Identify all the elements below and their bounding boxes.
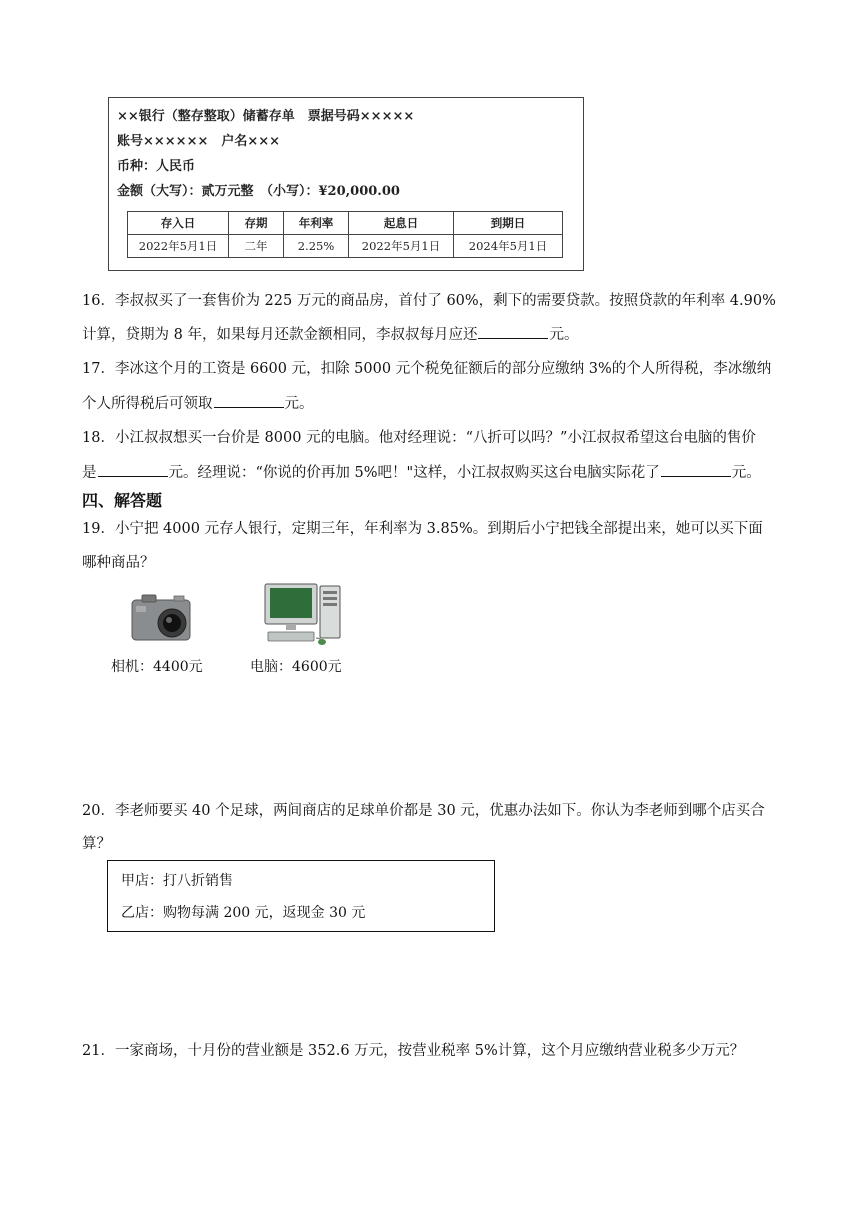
q16-line2 (82, 323, 578, 346)
slip-currency: 币种：人民币 (117, 159, 196, 174)
q20-line1: 20．李老师要买 40 个足球，两间商店的足球单价都是 30 元，优惠办法如下。你认为李老师到哪个店买合 (82, 803, 765, 819)
q21-line1: 21．一家商场，十月份的营业额是 352.6 万元，按营业税率 5%计算，这个月应缴纳营业税多少万元？ (82, 1043, 745, 1059)
slip-table (127, 211, 563, 258)
discount-box (107, 860, 495, 932)
q18-unit: 元。 (731, 465, 761, 481)
q17-text: 个人所得税后可领取 (82, 396, 213, 412)
slip-amount: 金额（大写）：贰万元整 （小写）：¥20,000.00 (117, 184, 400, 199)
computer-image (262, 582, 344, 646)
shop-b-offer: 乙店：购物每满 200 元，返现金 30 元 (121, 905, 366, 921)
q17-line1: 17．李冰这个月的工资是 6600 元，扣除 5000 元个税免征额后的部分应缴纳 3%的个人所得税，李冰缴纳 (82, 361, 772, 377)
camera-icon (128, 592, 194, 644)
deposit-slip (108, 97, 584, 271)
answer-blank[interactable] (661, 461, 731, 477)
slip-account: 账号×××××× 户名××× (117, 134, 281, 149)
q18-line2 (82, 461, 761, 484)
q19-line1: 19．小宁把 4000 元存人银行，定期三年，年利率为 3.85%。到期后小宁把钱全部提出来，她可以买下面 (82, 521, 763, 537)
computer-icon (262, 582, 344, 646)
q16-unit: 元。 (549, 327, 579, 343)
q16-text: 计算，贷期为 8 年，如果每月还款金额相同，李叔叔每月应还 (82, 327, 478, 343)
q17-line2 (82, 392, 314, 415)
slip-title: ××银行（整存整取）储蓄存单 票据号码××××× (117, 109, 415, 124)
q19-line2: 哪种商品？ (82, 555, 155, 571)
q20-line2: 算？ (82, 836, 111, 852)
slip-header-cell: 起息日 (349, 212, 454, 235)
slip-header-cell: 存期 (229, 212, 284, 235)
camera-image (128, 592, 194, 644)
q16-line1: 16．李叔叔买了一套售价为 225 万元的商品房，首付了 60%，剩下的需要贷款。按照贷款的年利率 4.90% (82, 293, 776, 309)
computer-label: 电脑：4600元 (250, 659, 342, 675)
q18-text2: 元。经理说：“你说的价再加 5%吧！"这样，小江叔叔购买这台电脑实际花了 (168, 465, 660, 481)
answer-blank[interactable] (478, 323, 548, 339)
section-heading: 四、解答题 (82, 491, 163, 510)
slip-cell: 2022年5月1日 (349, 235, 454, 258)
answer-blank[interactable] (214, 392, 284, 408)
slip-header-cell: 到期日 (454, 212, 563, 235)
q18-text: 是 (82, 465, 97, 481)
slip-header-cell: 存入日 (128, 212, 229, 235)
slip-cell: 二年 (229, 235, 284, 258)
slip-table-header (128, 212, 563, 235)
shop-a-offer: 甲店：打八折销售 (121, 873, 233, 889)
slip-cell: 2022年5月1日 (128, 235, 229, 258)
q17-unit: 元。 (284, 396, 314, 412)
q18-line1: 18．小江叔叔想买一台价是 8000 元的电脑。他对经理说：“八折可以吗？”小江叔叔希望这台电脑的售价 (82, 430, 756, 446)
slip-table-row (128, 235, 563, 258)
slip-cell: 2024年5月1日 (454, 235, 563, 258)
slip-header-cell: 年利率 (284, 212, 349, 235)
camera-label: 相机：4400元 (111, 659, 203, 675)
slip-cell: 2.25% (284, 235, 349, 258)
answer-blank[interactable] (98, 461, 168, 477)
